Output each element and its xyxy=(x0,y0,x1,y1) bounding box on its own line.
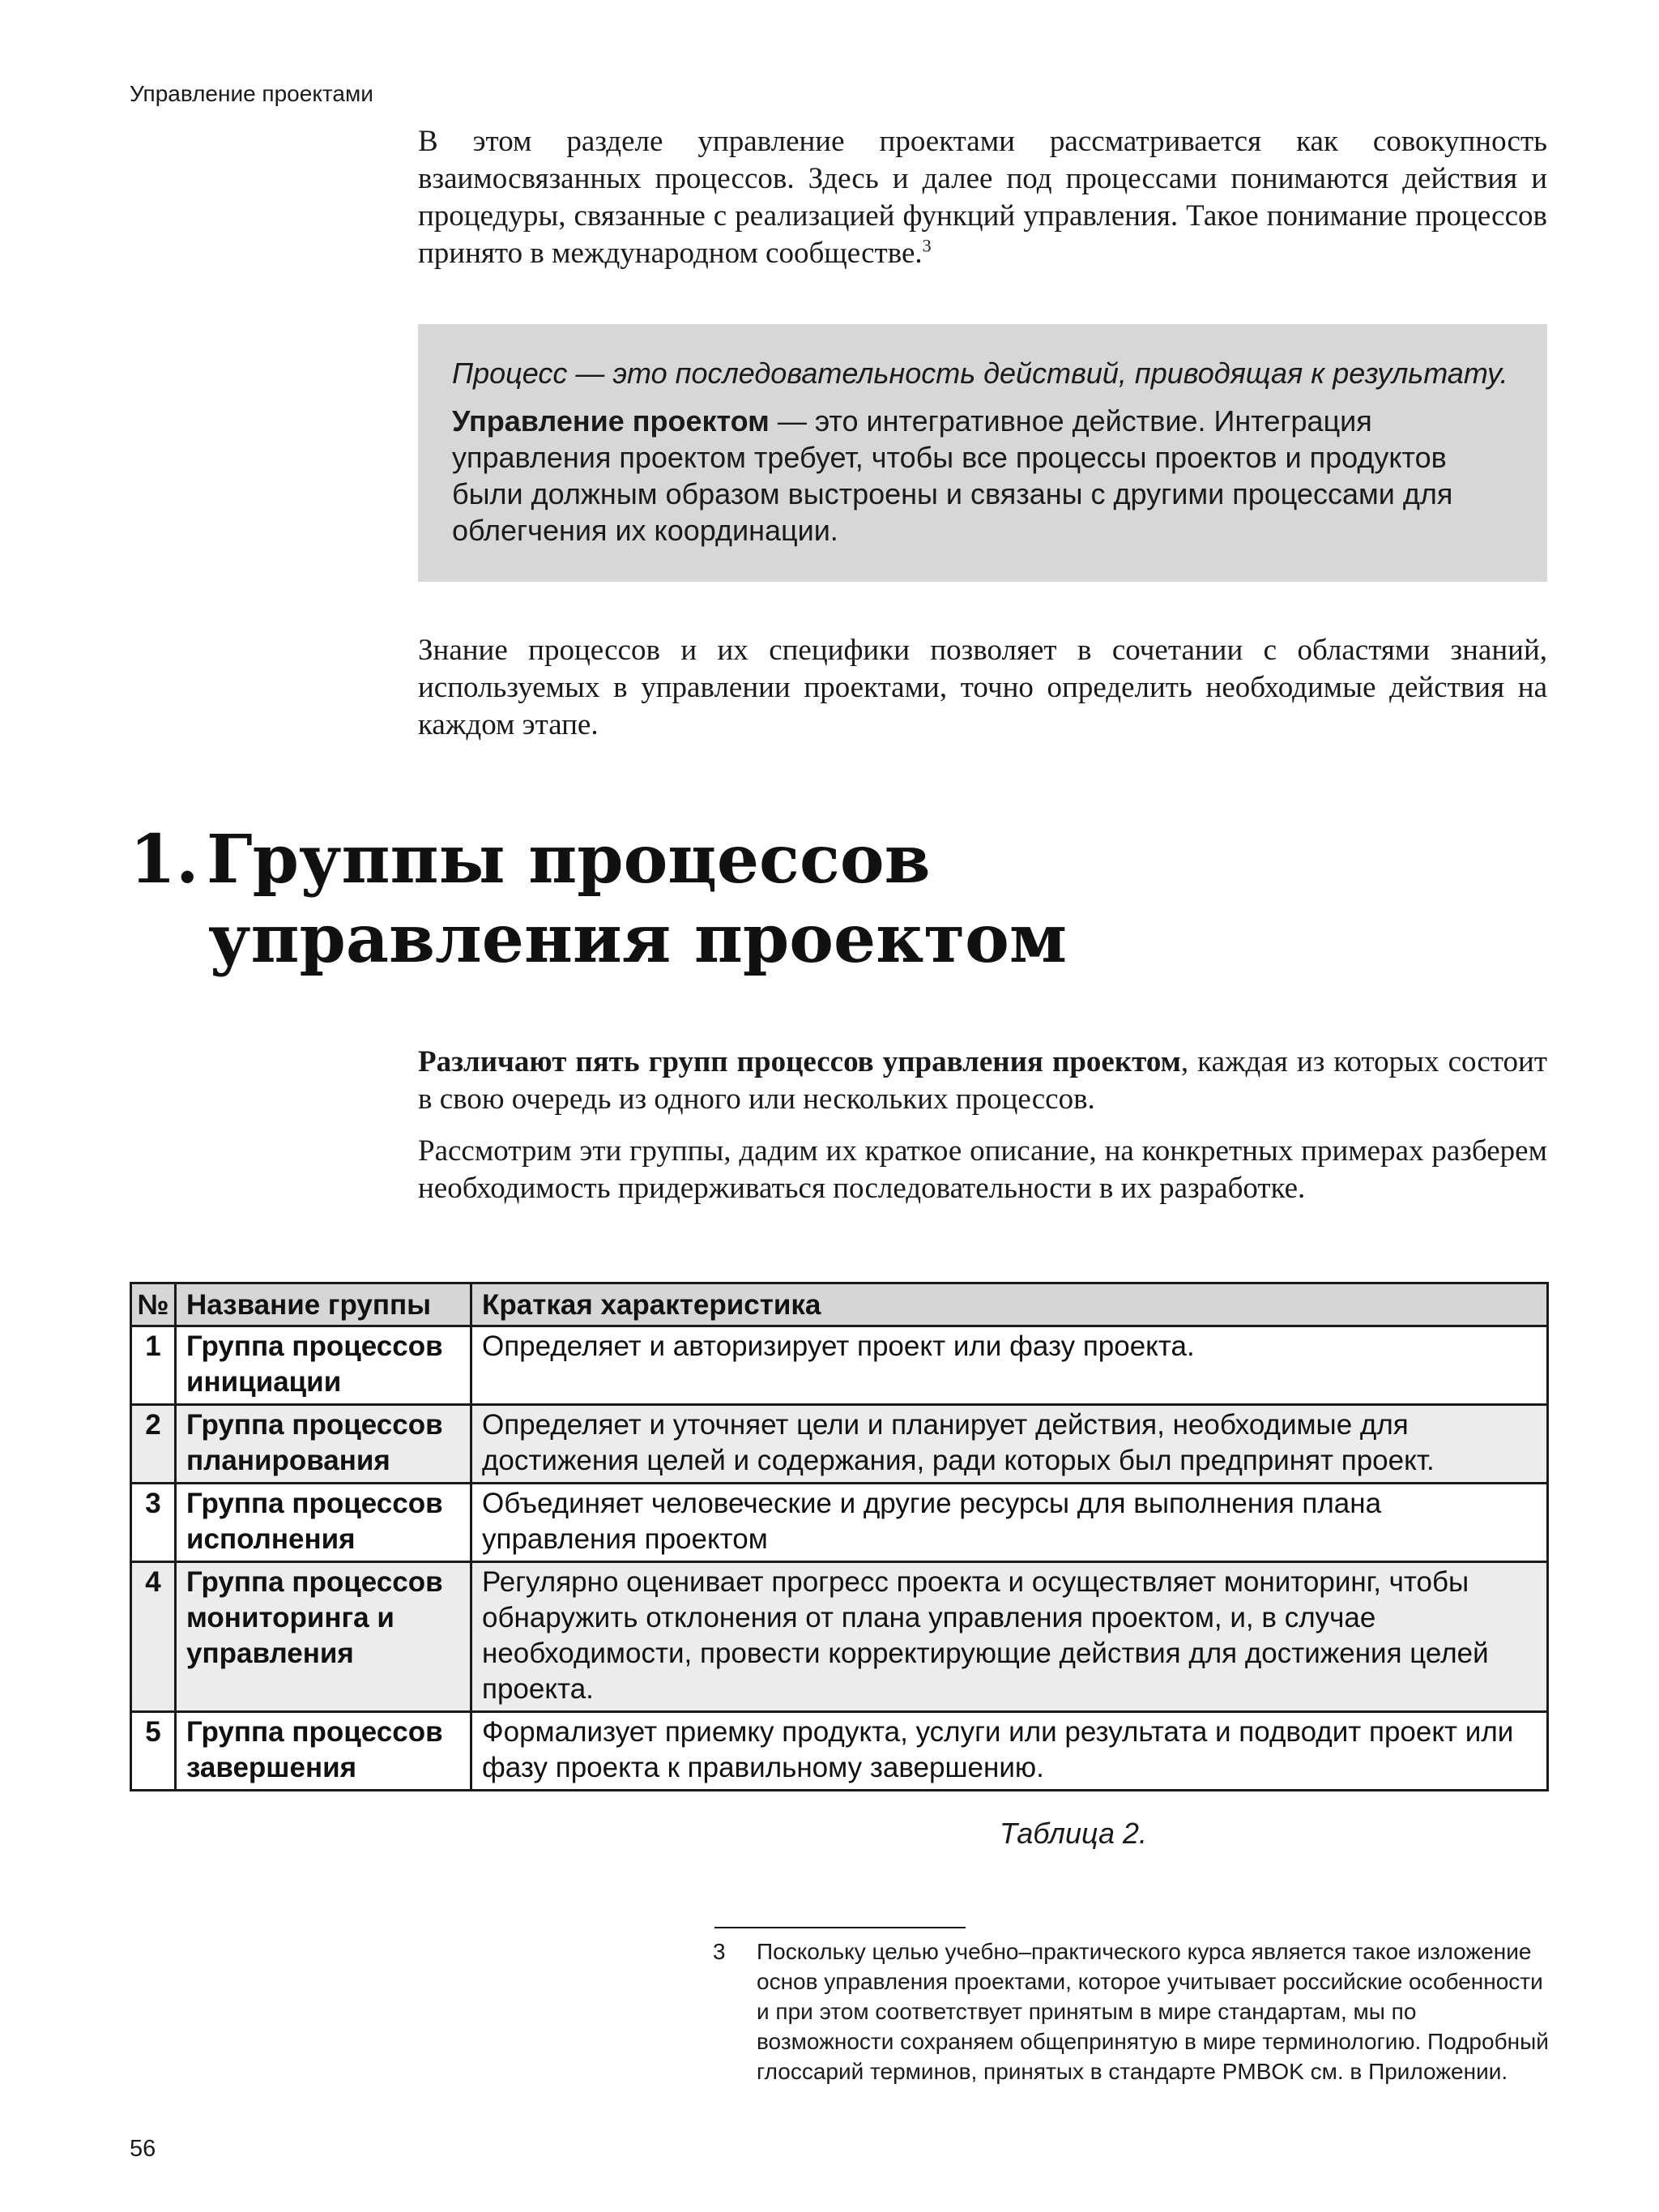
definition-callout xyxy=(418,324,1547,582)
process-groups-intro xyxy=(418,1044,1547,1118)
row-group-name: Группа процессов мониторинга и управления xyxy=(176,1562,471,1712)
row-number: 2 xyxy=(131,1405,176,1484)
footnote-text: Поскольку целью учебно–практического курса является такое изложение основ управления проектами, которое учитывает российские особенности и при этом соответствует принятым в мире стандартам, мы по возможности сохраняем общепринятую в мире терминологию. Подробный глоссарий терминов, принятых в стандарте PMBOK см. в Приложении. xyxy=(757,1939,1549,2084)
row-description: Определяет и уточняет цели и планирует действия, необходимые для достижения целей и содержания, ради которых был предпринят проект. xyxy=(471,1405,1548,1484)
table-header-row xyxy=(131,1283,1548,1326)
row-description: Определяет и авторизирует проект или фазу проекта. xyxy=(471,1326,1548,1405)
section-number: 1. xyxy=(130,821,199,899)
row-group-name: Группа процессов инициации xyxy=(176,1326,471,1405)
process-definition: Процесс — это последовательность действий, приводящая к результату. xyxy=(452,357,1508,390)
callout-description: — это интегративное действие. Интеграция управления проектом требует, чтобы все процессы проектов и продуктов были должным образом выстроены и связаны с другими процессами для облегчения их координации. xyxy=(452,404,1453,547)
table-row xyxy=(131,1712,1548,1791)
row-number: 1 xyxy=(131,1326,176,1405)
header-group-name: Название группы xyxy=(176,1283,471,1326)
row-group-name: Группа процессов исполнения xyxy=(176,1484,471,1562)
row-group-name: Группа процессов планирования xyxy=(176,1405,471,1484)
row-number: 5 xyxy=(131,1712,176,1791)
table-caption: Таблица 2. xyxy=(1000,1817,1148,1850)
row-group-name: Группа процессов завершения xyxy=(176,1712,471,1791)
knowledge-paragraph: Знание процессов и их специфики позволяет в сочетании с областями знаний, используемых в управлении проектами, точно определить необходимые действия на каждом этапе. xyxy=(418,634,1547,741)
section-title-line-2: управления проектом xyxy=(208,900,1068,978)
process-groups-bold: Различают пять групп процессов управления проектом xyxy=(418,1045,1181,1078)
footnote-number: 3 xyxy=(713,1939,726,1964)
footnote-divider xyxy=(714,1927,966,1928)
section-title-line-1: Группы процессов xyxy=(207,821,931,899)
header-number: № xyxy=(131,1283,176,1326)
intro-text: В этом разделе управление проектами рассматривается как совокупность взаимосвязанных процессов. Здесь и далее под процессами понимаются действия и процедуры, связанные с реализацией функций управления. Такое понимание процессов принято в международном сообществе. xyxy=(418,125,1547,270)
running-header: Управление проектами xyxy=(130,81,373,106)
process-groups-rest: , каждая из которых состоит в свою очередь из одного или нескольких процессов. xyxy=(418,1045,1547,1116)
footnote-reference[interactable]: 3 xyxy=(922,235,932,256)
table-row xyxy=(131,1484,1548,1562)
project-management-definition xyxy=(452,403,1512,549)
page-number: 56 xyxy=(130,2136,156,2162)
table-row xyxy=(131,1405,1548,1484)
section-heading xyxy=(130,820,1067,979)
row-number: 4 xyxy=(131,1562,176,1712)
callout-term: Управление проектом xyxy=(452,404,770,438)
header-description: Краткая характеристика xyxy=(471,1283,1548,1326)
row-description: Объединяет человеческие и другие ресурсы для выполнения плана управления проектом xyxy=(471,1484,1548,1562)
table-row xyxy=(131,1562,1548,1712)
intro-paragraph xyxy=(418,123,1547,272)
footnote xyxy=(713,1937,1555,2086)
row-number: 3 xyxy=(131,1484,176,1562)
process-groups-table xyxy=(130,1282,1549,1791)
row-description: Регулярно оценивает прогресс проекта и осуществляет мониторинг, чтобы обнаружить отклонения от плана управления проектом, и, в случае необходимости, провести корректирующие действия для достижения целей проекта. xyxy=(471,1562,1548,1712)
row-description: Формализует приемку продукта, услуги или результата и подводит проект или фазу проекта к правильному завершению. xyxy=(471,1712,1548,1791)
process-groups-overview: Рассмотрим эти группы, дадим их краткое описание, на конкретных примерах разберем необходимость придерживаться последовательности в их разработке. xyxy=(418,1134,1547,1205)
table-row xyxy=(131,1326,1548,1405)
